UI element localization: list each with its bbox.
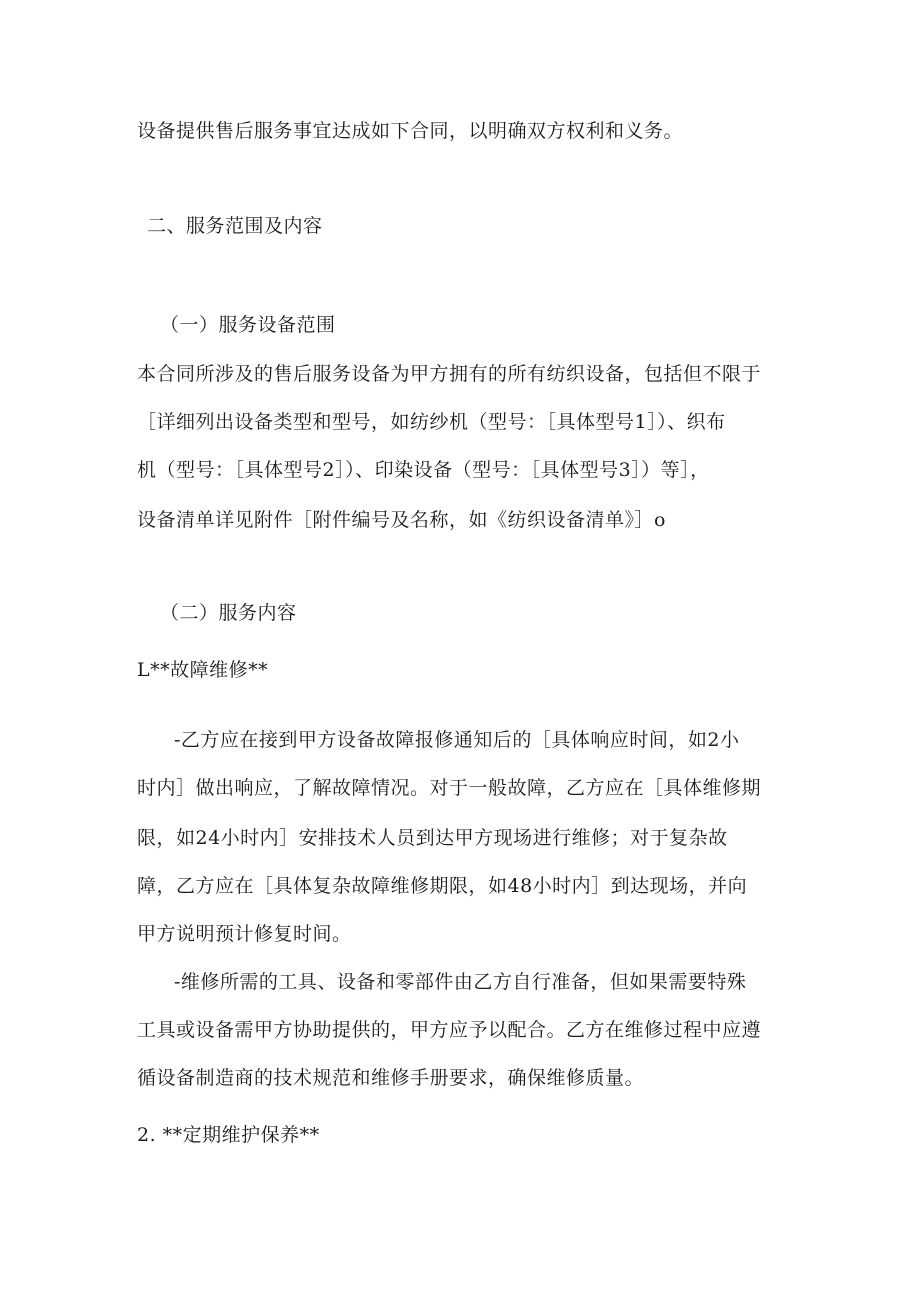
subsection-heading: （一）服务设备范围 xyxy=(160,314,336,336)
repair-paragraph-line: 障，乙方应在［具体复杂故障维修期限，如48小时内］到达现场，并向 xyxy=(137,875,748,897)
repair-paragraph-line: 限，如24小时内］安排技术人员到达甲方现场进行维修；对于复杂故 xyxy=(137,827,728,849)
repair-paragraph-line: -乙方应在接到甲方设备故障报修通知后的［具体响应时间，如2小 xyxy=(174,729,740,751)
repair-paragraph-line: 循设备制造商的技术规范和维修手册要求，确保维修质量。 xyxy=(137,1067,645,1089)
repair-paragraph-line: -维修所需的工具、设备和零部件由乙方自行准备，但如果需要特殊 xyxy=(174,971,747,993)
repair-paragraph-line: 工具或设备需甲方协助提供的，甲方应予以配合。乙方在维修过程中应遵 xyxy=(137,1019,762,1041)
item-heading: L**故障维修** xyxy=(137,659,269,681)
intro-text: 设备提供售后服务事宜达成如下合同，以明确双方权利和义务。 xyxy=(137,120,684,142)
scope-paragraph-line: 机（型号：［具体型号2］）、印染设备（型号：［具体型号3］）等］， xyxy=(137,459,710,481)
section-heading: 二、服务范围及内容 xyxy=(147,215,323,237)
scope-paragraph-line: ［详细列出设备类型和型号，如纺纱机（型号：［具体型号1］）、织布 xyxy=(137,411,726,433)
repair-paragraph-line: 甲方说明预计修复时间。 xyxy=(137,923,352,945)
scope-paragraph-line: 本合同所涉及的售后服务设备为甲方拥有的所有纺织设备，包括但不限于 xyxy=(137,363,762,385)
scope-paragraph-line: 设备清单详见附件［附件编号及名称，如《纺织设备清单》］o xyxy=(137,509,666,531)
item-heading: 2. **定期维护保养** xyxy=(137,1124,320,1146)
subsection-heading: （二）服务内容 xyxy=(160,602,297,624)
repair-paragraph-line: 时内］做出响应，了解故障情况。对于一般故障，乙方应在［具体维修期 xyxy=(137,777,762,799)
